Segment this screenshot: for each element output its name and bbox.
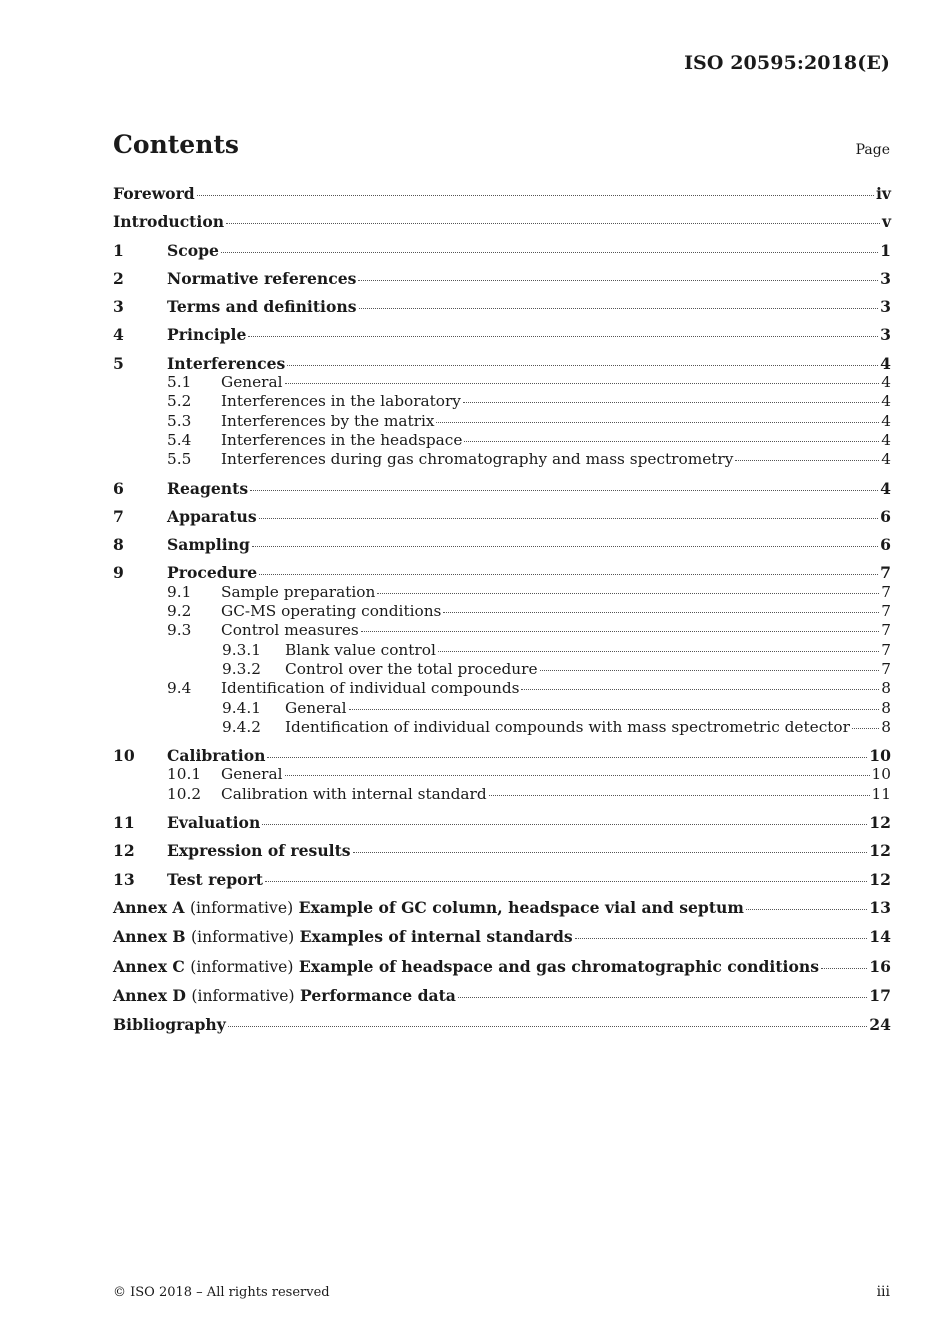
toc-entry-number: 10.2	[167, 784, 202, 803]
toc-entry-title: General	[221, 765, 283, 784]
toc-entry[interactable]	[113, 660, 891, 679]
toc-dot-leader	[464, 441, 879, 442]
toc-entry-title: Calibration with internal standard	[221, 784, 487, 803]
toc-entry-number: 9.1	[167, 582, 192, 601]
toc-entry-page: 10	[871, 765, 891, 784]
toc-dot-leader	[746, 909, 867, 910]
toc-entry-title: Normative references	[167, 268, 357, 288]
toc-entry-number: 5.1	[167, 373, 192, 392]
toc-entry-page: 8	[881, 679, 891, 698]
toc-entry[interactable]	[113, 297, 891, 316]
toc-entry[interactable]	[113, 354, 891, 373]
toc-entry[interactable]	[113, 535, 891, 554]
toc-dot-leader	[285, 383, 880, 384]
toc-entry[interactable]	[113, 718, 891, 737]
toc-dot-leader	[377, 593, 879, 594]
toc-entry[interactable]	[113, 479, 891, 498]
toc-entry-number: 9.4.1	[222, 698, 261, 717]
toc-entry-page: 4	[881, 430, 891, 449]
toc-entry[interactable]	[113, 412, 891, 431]
toc-entry-number: 10	[113, 746, 135, 766]
toc-entry-page: 4	[880, 353, 891, 373]
toc-dot-leader	[285, 775, 870, 776]
toc-entry-number: 13	[113, 869, 135, 889]
toc-entry-number: 5	[113, 353, 124, 373]
toc-entry-title: Terms and definitions	[167, 297, 357, 317]
toc-entry[interactable]	[113, 325, 891, 344]
toc-entry-number: 1	[113, 240, 124, 260]
toc-dot-leader	[489, 795, 870, 796]
toc-entry-page: 8	[881, 717, 891, 736]
toc-entry-number: 5.2	[167, 392, 192, 411]
toc-dot-leader	[265, 881, 867, 882]
toc-entry[interactable]	[113, 212, 891, 231]
toc-entry[interactable]	[113, 583, 891, 602]
toc-entry-page: 4	[881, 373, 891, 392]
toc-dot-leader	[252, 546, 878, 547]
toc-dot-leader	[353, 852, 868, 853]
annex-label: Annex D	[113, 985, 186, 1005]
toc-entry[interactable]	[113, 1015, 891, 1034]
toc-entry-title: GC-MS operating conditions	[221, 602, 442, 621]
toc-dot-leader	[436, 422, 879, 423]
toc-entry-page: 7	[881, 621, 891, 640]
toc-entry[interactable]	[113, 785, 891, 804]
toc-entry-number: 9	[113, 563, 124, 583]
toc-entry-number: 9.3.2	[222, 659, 261, 678]
toc-entry[interactable]	[113, 392, 891, 411]
toc-entry-title: Blank value control	[285, 640, 436, 659]
toc-entry-page: 7	[881, 602, 891, 621]
toc-entry-number: 9.4.2	[222, 717, 261, 736]
toc-entry-page: 4	[881, 411, 891, 430]
toc-dot-leader	[521, 689, 879, 690]
annex-informative-label: (informative)	[189, 898, 294, 917]
toc-dot-leader	[735, 460, 879, 461]
toc-entry-page: 10	[869, 746, 891, 766]
annex-informative-label: (informative)	[190, 957, 294, 976]
toc-entry-number: 2	[113, 268, 124, 288]
toc-entry-page: 8	[881, 698, 891, 717]
toc-dot-leader	[361, 631, 879, 632]
toc-entry-page: iv	[876, 184, 891, 203]
toc-entry-title: Identification of individual compounds	[221, 679, 520, 698]
toc-entry-title: General	[221, 373, 283, 392]
toc-entry[interactable]	[113, 841, 891, 860]
toc-dot-leader	[250, 490, 878, 491]
toc-entry-title: Interferences by the matrix	[221, 411, 435, 430]
toc-entry-title: Apparatus	[167, 506, 257, 526]
toc-entry-number: 9.3.1	[222, 640, 261, 659]
toc-dot-leader	[438, 651, 879, 652]
toc-dot-leader	[540, 670, 880, 671]
toc-entry-title: Identification of individual compounds with mass spectrometric detector	[285, 717, 850, 736]
toc-entry-title: Principle	[167, 325, 247, 345]
toc-entry[interactable]	[113, 621, 891, 640]
toc-dot-leader	[575, 938, 868, 939]
toc-entry-page: 7	[881, 640, 891, 659]
toc-entry-page: 6	[880, 535, 891, 555]
toc-entry-title: Interferences	[167, 353, 286, 373]
toc-entry[interactable]	[113, 507, 891, 526]
toc-entry-title: Sample preparation	[221, 582, 376, 601]
toc-entry-title	[113, 957, 819, 977]
toc-dot-leader	[226, 223, 880, 224]
toc-entry-title: Expression of results	[167, 841, 351, 861]
toc-entry-title: Calibration	[167, 746, 266, 766]
annex-label: Annex B	[113, 927, 186, 947]
page-column-label: Page	[855, 142, 890, 158]
toc-entry[interactable]	[113, 641, 891, 660]
toc-entry-number: 4	[113, 325, 124, 345]
annex-label: Annex C	[113, 956, 185, 976]
toc-entry-title: Foreword	[113, 184, 195, 203]
toc-entry-page: 7	[881, 582, 891, 601]
toc-entry[interactable]	[113, 870, 891, 889]
toc-entry-title: Scope	[167, 240, 219, 260]
toc-entry-page: 1	[880, 240, 891, 260]
toc-entry-page: v	[881, 212, 891, 232]
toc-entry-title: Control over the total procedure	[285, 659, 538, 678]
toc-entry-title: Interferences during gas chromatography and mass spectrometry	[221, 450, 734, 469]
toc-entry-page: 12	[869, 813, 891, 833]
toc-dot-leader	[359, 308, 879, 309]
toc-dot-leader	[287, 365, 878, 366]
annex-informative-label: (informative)	[191, 928, 295, 947]
toc-entry-title: Interferences in the laboratory	[221, 392, 461, 411]
toc-entry[interactable]	[113, 898, 891, 918]
toc-entry[interactable]	[113, 602, 891, 621]
toc-entry-title: Reagents	[167, 478, 249, 498]
toc-entry-number: 9.3	[167, 621, 192, 640]
toc-entry[interactable]	[113, 986, 891, 1006]
toc-entry[interactable]	[113, 563, 891, 582]
toc-dot-leader	[259, 518, 878, 519]
toc-entry-number: 12	[113, 841, 135, 861]
table-of-contents	[113, 184, 891, 1034]
toc-entry[interactable]	[113, 269, 891, 288]
toc-entry-page: 16	[869, 956, 891, 976]
toc-entry-title: General	[285, 698, 347, 717]
toc-entry-title	[113, 898, 744, 918]
toc-entry[interactable]	[113, 927, 891, 947]
toc-entry-page: 7	[881, 659, 891, 678]
toc-entry[interactable]	[113, 373, 891, 392]
toc-entry-number: 6	[113, 478, 124, 498]
toc-entry-page: 4	[881, 392, 891, 411]
toc-entry-page: 4	[880, 478, 891, 498]
toc-dot-leader	[463, 402, 879, 403]
toc-entry-number: 7	[113, 506, 124, 526]
toc-dot-leader	[248, 336, 878, 337]
toc-entry-number: 11	[113, 813, 135, 833]
toc-dot-leader	[267, 757, 867, 758]
toc-entry-page: 7	[880, 563, 891, 583]
toc-entry-number: 9.4	[167, 679, 192, 698]
annex-title: Example of headspace and gas chromatographic conditions	[298, 956, 819, 976]
toc-dot-leader	[262, 824, 867, 825]
toc-entry[interactable]	[113, 957, 891, 977]
toc-entry-title: Interferences in the headspace	[221, 430, 463, 449]
toc-entry[interactable]	[113, 813, 891, 832]
toc-entry-page: 3	[880, 297, 891, 317]
toc-entry-page: 4	[881, 450, 891, 469]
toc-entry-number: 9.2	[167, 602, 192, 621]
toc-entry-number: 8	[113, 535, 124, 555]
toc-dot-leader	[349, 709, 880, 710]
toc-dot-leader	[458, 997, 867, 998]
toc-entry-page: 12	[869, 841, 891, 861]
toc-entry[interactable]	[113, 765, 891, 784]
toc-dot-leader	[259, 574, 878, 575]
toc-dot-leader	[443, 612, 879, 613]
toc-entry-page: 6	[880, 506, 891, 526]
toc-entry-title: Control measures	[221, 621, 359, 640]
toc-entry-number: 5.3	[167, 411, 192, 430]
toc-entry-title	[113, 927, 573, 947]
annex-informative-label: (informative)	[191, 986, 295, 1005]
toc-entry-page: 3	[880, 325, 891, 345]
annex-label: Annex A	[113, 897, 185, 917]
toc-entry-page: 11	[871, 784, 891, 803]
toc-entry[interactable]	[113, 450, 891, 469]
toc-entry[interactable]	[113, 746, 891, 765]
document-code: ISO 20595:2018(E)	[684, 52, 890, 74]
toc-dot-leader	[358, 280, 878, 281]
toc-dot-leader	[197, 195, 874, 196]
toc-entry-number: 5.4	[167, 430, 192, 449]
toc-entry-page: 3	[880, 268, 891, 288]
toc-entry-page: 17	[869, 985, 891, 1005]
toc-dot-leader	[852, 728, 879, 729]
toc-entry-page: 13	[869, 897, 891, 917]
toc-entry[interactable]	[113, 184, 891, 203]
toc-dot-leader	[228, 1026, 868, 1027]
toc-dot-leader	[821, 968, 867, 969]
toc-entry-title: Sampling	[167, 535, 250, 555]
contents-heading: Contents	[113, 130, 240, 159]
footer-page-number: iii	[876, 1284, 890, 1300]
toc-entry-title: Bibliography	[113, 1015, 226, 1035]
annex-title: Example of GC column, headspace vial and septum	[298, 897, 744, 917]
toc-entry[interactable]	[113, 241, 891, 260]
annex-title: Performance data	[300, 985, 456, 1005]
toc-dot-leader	[221, 252, 878, 253]
toc-entry-number: 5.5	[167, 450, 192, 469]
toc-entry[interactable]	[113, 679, 891, 698]
toc-entry-page: 14	[869, 927, 891, 947]
toc-entry-number: 10.1	[167, 765, 202, 784]
toc-entry-number: 3	[113, 297, 124, 317]
toc-entry[interactable]	[113, 699, 891, 718]
toc-entry-title: Procedure	[167, 563, 258, 583]
toc-entry-page: 12	[869, 869, 891, 889]
toc-entry-title: Test report	[167, 869, 264, 889]
toc-entry-title: Evaluation	[167, 813, 261, 833]
toc-entry-title	[113, 986, 456, 1006]
toc-entry-page: 24	[869, 1015, 891, 1035]
toc-entry[interactable]	[113, 431, 891, 450]
annex-title: Examples of internal standards	[299, 927, 573, 947]
copyright-notice: © ISO 2018 – All rights reserved	[113, 1285, 330, 1300]
toc-entry-title: Introduction	[113, 212, 225, 232]
